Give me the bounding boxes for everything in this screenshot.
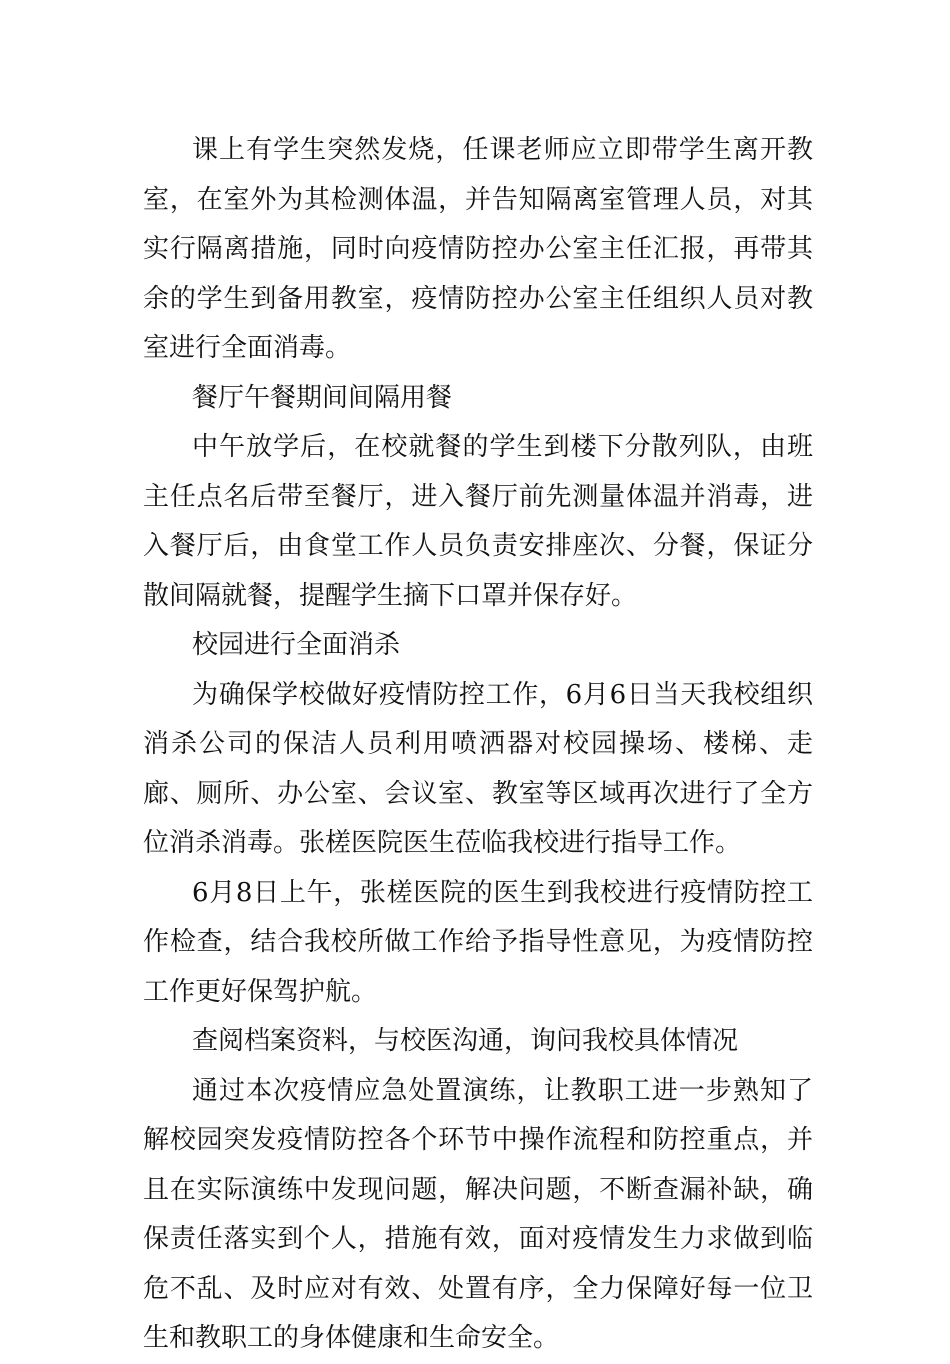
heading-records-review: 查阅档案资料，与校医沟通，询问我校具体情况: [192, 1026, 739, 1056]
heading-lunch-spacing: 餐厅午餐期间间隔用餐: [192, 382, 453, 413]
paragraph-hospital-inspection: 6月8日上午，张槎医院的医生到我校进行疫情防控工作检查，结合我校所做工作给予指导性意见，为疫情防控工作更好保驾护航。: [143, 877, 813, 1007]
paragraph-drill-summary: 通过本次疫情应急处置演练，让教职工进一步熟知了解校园突发疫情防控各个环节中操作流程和防控重点，并且在实际演练中发现问题，解决问题，不断查漏补缺，确保责任落实到个人，措施有效，面对疫情发生力求做到临危不乱、及时应对有效、处置有序，全力保障好每一位卫生和教职工的身体健康和生命安全。: [143, 1075, 813, 1353]
document-body: [143, 126, 813, 1364]
paragraph-fever-response: 课上有学生突然发烧，任课老师应立即带学生离开教室，在室外为其检测体温，并告知隔离室管理人员，对其实行隔离措施，同时向疫情防控办公室主任汇报，再带其余的学生到备用教室，疫情防控办公室主任组织人员对教室进行全面消毒。: [143, 135, 813, 363]
paragraph-disinfection-details: 为确保学校做好疫情防控工作，6月6日当天我校组织消杀公司的保洁人员利用喷洒器对校园操场、楼梯、走廊、厕所、办公室、会议室、教室等区域再次进行了全方位消杀消毒。张槎医院医生莅临我校进行指导工作。: [143, 679, 813, 858]
heading-campus-disinfection: 校园进行全面消杀: [192, 630, 401, 660]
paragraph-lunch-procedure: 中午放学后，在校就餐的学生到楼下分散列队，由班主任点名后带至餐厅，进入餐厅前先测量体温并消毒，进入餐厅后，由食堂工作人员负责安排座次、分餐，保证分散间隔就餐，提醒学生摘下口罩并保存好。: [143, 432, 813, 611]
